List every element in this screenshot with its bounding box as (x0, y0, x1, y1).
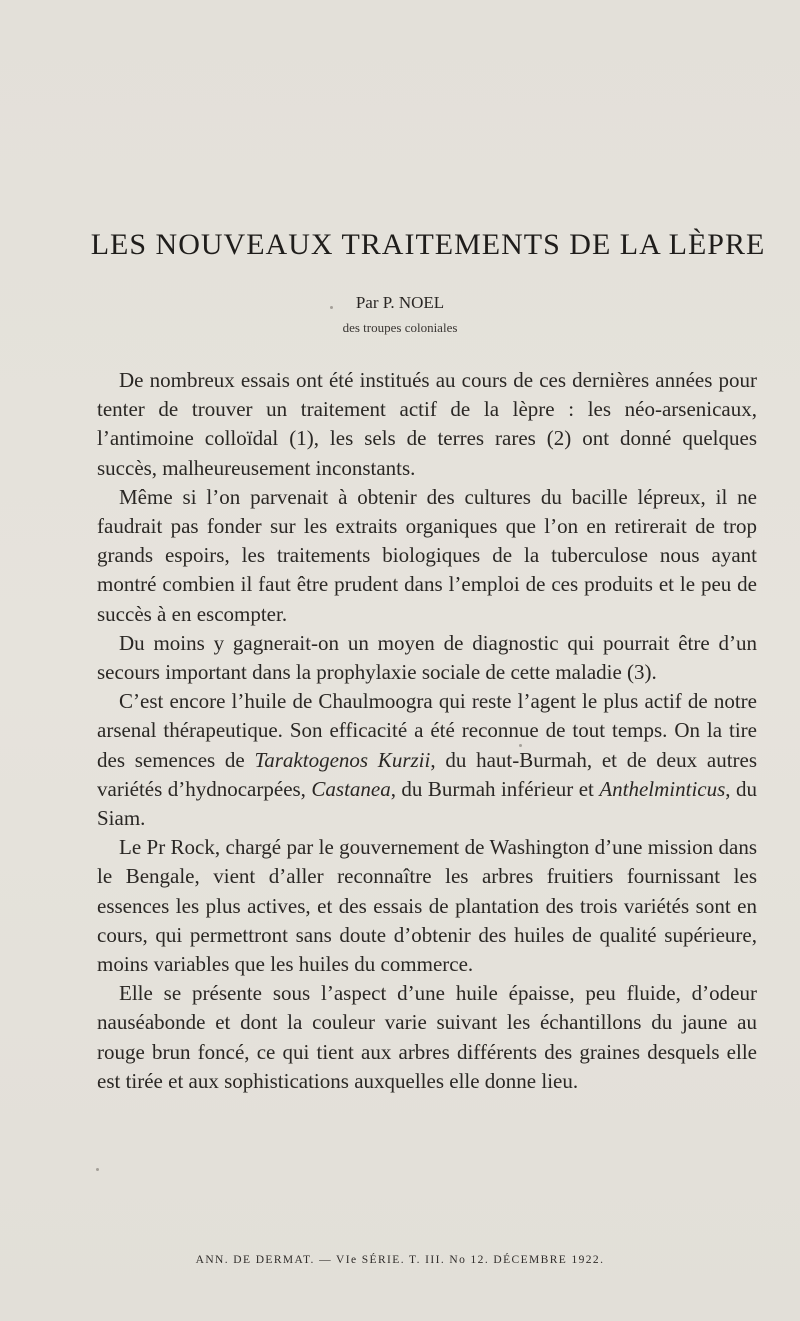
paragraph (97, 366, 757, 483)
article-body (97, 366, 757, 1096)
text-run: , du haut-Burmah, et de deux autres variétés d’hydnocarpées, (97, 747, 758, 801)
italic-term: Castanea (311, 776, 391, 801)
italic-term: Anthelminticus (599, 776, 726, 801)
text-run: Le Pr Rock, chargé par le gouvernement de Washington d’une mission dans le Bengale, vient d’aller reconnaître les arbres fruitiers fournissant les essences les plus actives, et des essais de plantation des trois variétés sont en cours, qui permettront sans doute d’obtenir des huiles de qualité supérieure, moins variables que les huiles du commerce. (97, 835, 757, 977)
paragraph (97, 979, 757, 1096)
text-run: C’est encore l’huile de Chaulmoogra qui reste l’agent le plus actif de notre arsenal thérapeutique. Son efficacité a été reconnue de tout temps. On la tire des semences de (97, 689, 757, 772)
article-title: LES NOUVEAUX TRAITEMENTS DE LA LÈPRE (90, 228, 766, 261)
text-run: Du moins y gagnerait-on un moyen de diagnostic qui pourrait être d’un secours important dans la prophylaxie sociale de cette maladie (3). (97, 630, 757, 685)
paragraph (97, 629, 757, 687)
running-footer: ANN. DE DERMAT. — VIe SÉRIE. T. III. No 12. DÉCEMBRE 1922. (195, 1254, 605, 1266)
print-speck (519, 744, 522, 747)
paragraph (97, 833, 757, 979)
author-byline: Par P. NOEL (355, 293, 445, 312)
print-speck (330, 306, 333, 309)
text-run: Même si l’on parvenait à obtenir des cultures du bacille lépreux, il ne faudrait pas fonder sur les extraits organiques que l’on en retirerait de trop grands espoirs, les traitements biologiques de la tuberculose nous ayant montré combien il faut être prudent dans l’emploi de ces produits et le peu de succès à en escompter. (97, 484, 757, 626)
print-speck (96, 1168, 99, 1171)
text-run: Elle se présente sous l’aspect d’une huile épaisse, peu fluide, d’odeur nauséabonde et dont la couleur varie suivant les échantillons du jaune au rouge brun foncé, ce qui tient aux arbres différents des graines desquels elle est tirée et aux sophistications auxquelles elle donne lieu. (97, 981, 757, 1093)
paragraph (97, 483, 757, 629)
text-run: , du Siam. (97, 776, 757, 831)
text-run: , du Burmah inférieur et (390, 776, 600, 801)
italic-term: Taraktogenos Kurzii (254, 747, 431, 772)
author-affiliation: des troupes coloniales (342, 320, 458, 335)
paragraph (97, 687, 757, 833)
text-run: De nombreux essais ont été institués au cours de ces dernières années pour tenter de trouver un traitement actif de la lèpre : les néo-arsenicaux, l’antimoine colloïdal (1), les sels de terres rares (2) ont donné quelques succès, malheureusement inconstants. (97, 368, 757, 480)
